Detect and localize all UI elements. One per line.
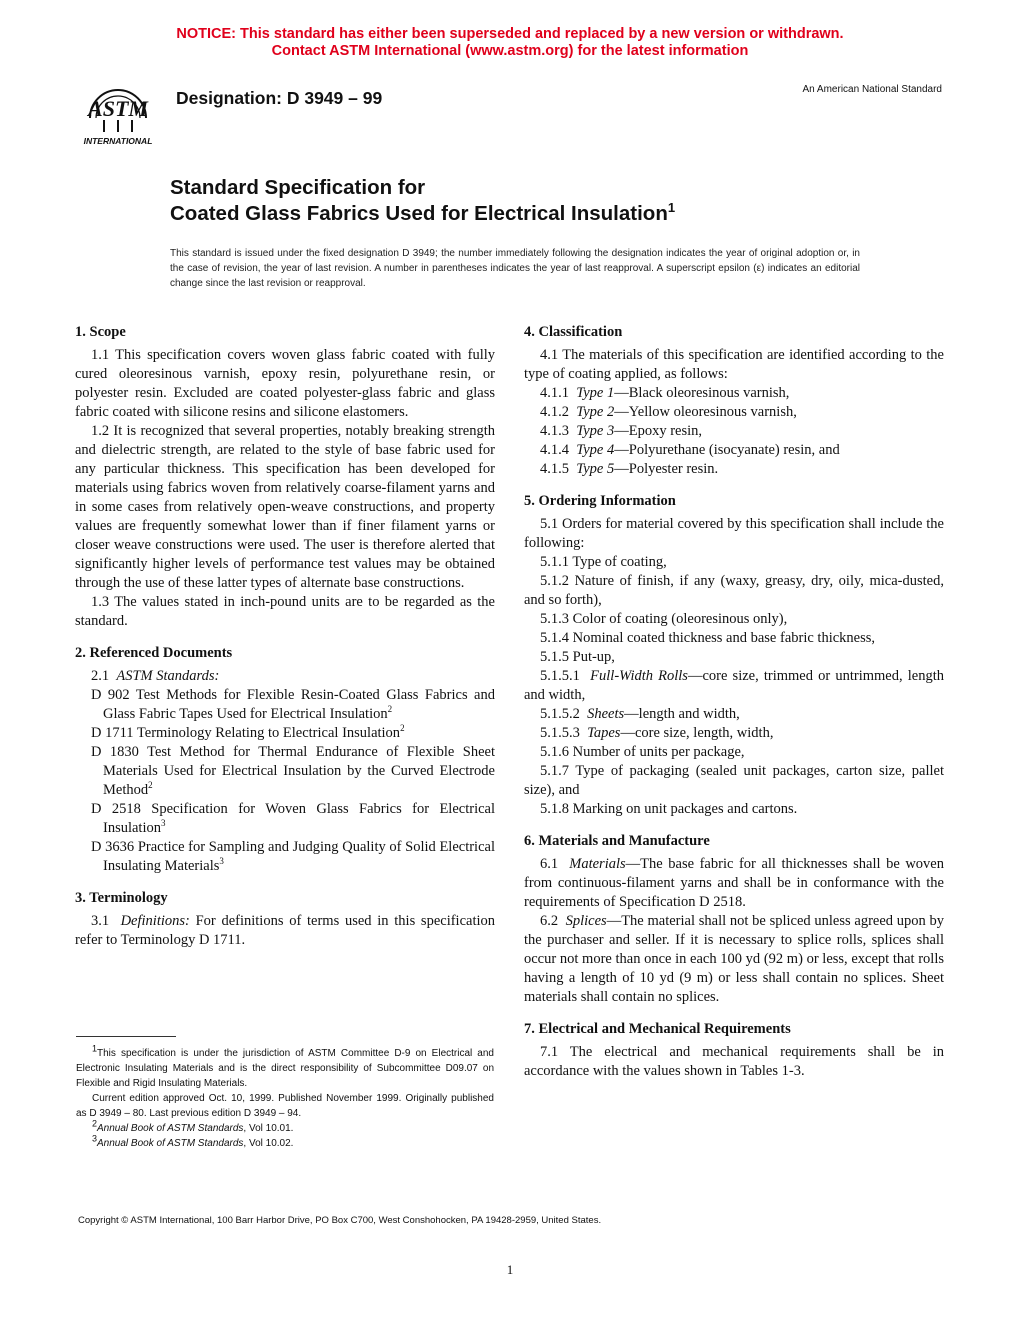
notice-line-2: Contact ASTM International (www.astm.org) for the latest information — [271, 43, 749, 59]
title-footnote-marker: 1 — [667, 200, 676, 216]
type-number: 4.1.3 — [540, 423, 569, 439]
type-item — [524, 422, 944, 441]
reference-footnote: 2 — [148, 780, 153, 791]
paragraph-number: 3.1 — [91, 913, 110, 929]
paragraph: 7.1 The electrical and mechanical requirements shall be in accordance with the values shown in Tables 1-3. — [524, 1044, 944, 1079]
right-column — [524, 322, 944, 1093]
type-text: —Epoxy resin, — [614, 423, 703, 439]
list-item: 5.1.7 Type of packaging (sealed unit packages, carton size, pallet size), and — [524, 763, 944, 798]
reference-text: D 3636 Practice for Sampling and Judging Quality of Solid Electrical Insulating Materials — [91, 839, 495, 874]
section-scope — [75, 322, 495, 631]
notice-banner — [0, 26, 1020, 60]
reference-text: D 1711 Terminology Relating to Electrical Insulation — [91, 725, 401, 741]
list-item: 5.1.6 Number of units per package, — [540, 744, 745, 760]
section-classification — [524, 322, 944, 479]
item-text: —core size, length, width, — [620, 725, 774, 741]
section-heading: 2. Referenced Documents — [75, 645, 233, 661]
logo-letters: ASTM — [88, 96, 148, 121]
reference-item — [75, 838, 495, 876]
section-terminology — [75, 888, 495, 950]
designation: Designation: D 3949 – 99 — [176, 88, 383, 108]
subsection-label — [75, 667, 495, 686]
section-heading: 1. Scope — [75, 324, 126, 340]
reference-text: D 902 Test Methods for Flexible Resin-Coated Glass Fabrics and Glass Fabric Tapes Used for Electrical Insulation — [91, 687, 495, 722]
left-column — [75, 322, 495, 962]
paragraph-number: 6.2 — [540, 913, 559, 929]
paragraph — [75, 912, 495, 950]
paragraph: 4.1 The materials of this specification are identified according to the type of coating applied, as follows: — [524, 347, 944, 382]
list-item — [524, 724, 944, 743]
page-number: 1 — [506, 1262, 514, 1277]
list-item: 5.1.8 Marking on unit packages and cartons. — [540, 801, 798, 817]
section-referenced-documents — [75, 643, 495, 876]
footnote — [76, 1118, 494, 1136]
type-number: 4.1.4 — [540, 442, 569, 458]
reference-text: D 1830 Test Method for Thermal Endurance of Flexible Sheet Materials Used for Electrical Insulation by the Curved Electrode Method — [91, 744, 495, 798]
paragraph — [524, 912, 944, 1007]
item-label: Full-Width Rolls — [590, 668, 688, 684]
section-heading: 5. Ordering Information — [524, 493, 676, 509]
type-item — [524, 384, 944, 403]
footnote: Current edition approved Oct. 10, 1999. Published November 1999. Originally published as D 3949 – 80. Last previous edition D 3949 – 94. — [76, 1093, 494, 1119]
logo-sub: INTERNATIONAL — [83, 136, 153, 146]
item-number: 5.1.5.2 — [540, 706, 580, 722]
paragraph: 5.1 Orders for material covered by this specification shall include the following: — [524, 516, 944, 551]
subsection-title: ASTM Standards: — [116, 668, 220, 684]
item-text: —core size, trimmed or untrimmed, length and width, — [524, 668, 944, 703]
type-number: 4.1.5 — [540, 461, 569, 477]
item-number: 5.1.5.1 — [540, 668, 580, 684]
section-heading: 6. Materials and Manufacture — [524, 833, 710, 849]
section-heading: 3. Terminology — [75, 890, 168, 906]
section-electrical-mechanical-requirements — [524, 1019, 944, 1081]
type-text: —Yellow oleoresinous varnish, — [614, 404, 797, 420]
subsection-number: 2.1 — [91, 668, 110, 684]
type-text: —Polyurethane (isocyanate) resin, and — [614, 442, 840, 458]
footnote-text: , Vol 10.01. — [243, 1123, 294, 1134]
section-materials-and-manufacture — [524, 831, 944, 1007]
title-line-2 — [170, 201, 675, 227]
footnote-marker: 1 — [92, 1043, 98, 1054]
paragraph-label: Definitions: — [120, 913, 190, 929]
footnote-text: This specification is under the jurisdiction of ASTM Committee D-9 on Electrical and Electronic Insulating Materials and is the direct responsibility of Subcommittee D09.07 on Flexible and Rigid Insulating Materials. — [76, 1048, 494, 1089]
type-number: 4.1.1 — [540, 385, 569, 401]
paragraph-text: —The base fabric for all thicknesses shall be woven from continuous-filament yarns and shall be in conformance with the requirements of Specification D 2518. — [524, 856, 944, 910]
footnotes — [76, 1043, 494, 1151]
american-national-standard: An American National Standard — [802, 84, 942, 95]
paragraph: 1.1 This specification covers woven glass fabric coated with fully cured oleoresinous varnish, epoxy resin, polyurethane resin, or polyester resin. Excluded are coated polyester-glass fabric and glass fabric coated with silicone resins and silicone elastomers. — [75, 347, 495, 420]
reference-item — [75, 743, 495, 800]
type-item — [524, 403, 944, 422]
section-ordering-information — [524, 491, 944, 819]
type-number: 4.1.2 — [540, 404, 569, 420]
paragraph: 1.3 The values stated in inch-pound units are to be regarded as the standard. — [75, 594, 495, 629]
footnote-marker: 3 — [92, 1133, 98, 1144]
footnote-divider — [76, 1036, 176, 1037]
paragraph — [524, 855, 944, 912]
paragraph: 1.2 It is recognized that several properties, notably breaking strength and dielectric strength, are related to the style of base fabric used for any particular thickness. This specification has been developed for materials using fabrics woven from relatively coarse-filament yarns and in some cases from relatively open-weave constructions, and property values are frequently somewhat lower than if finer filament yarns or closer weave constructions were used. The user is therefore alerted that significantly higher levels of performance test values may be obtained through the use of these latter types of alternate base constructions. — [75, 423, 495, 591]
type-label: Type 3 — [576, 423, 615, 439]
reference-footnote: 3 — [219, 856, 224, 867]
paragraph-text: For definitions of terms used in this specification refer to Terminology D 1711. — [75, 913, 496, 948]
footnote-label: Annual Book of ASTM Standards — [97, 1138, 244, 1149]
footnote — [76, 1133, 494, 1151]
item-text: —length and width, — [624, 706, 740, 722]
title-line-2-text: Coated Glass Fabrics Used for Electrical Insulation — [170, 202, 668, 225]
document-title — [170, 175, 675, 227]
type-label: Type 1 — [576, 385, 615, 401]
reference-footnote: 2 — [387, 704, 393, 715]
title-line-1: Standard Specification for — [170, 176, 426, 199]
list-item — [524, 705, 944, 724]
item-number: 5.1.5.3 — [540, 725, 580, 741]
section-heading: 4. Classification — [524, 324, 623, 340]
type-text: —Polyester resin. — [614, 461, 719, 477]
list-item: 5.1.1 Type of coating, — [540, 554, 667, 570]
footnote-text: , Vol 10.02. — [243, 1138, 294, 1149]
reference-footnote: 3 — [161, 818, 166, 829]
list-item: 5.1.5 Put-up, — [540, 649, 615, 665]
issuance-note: This standard is issued under the fixed designation D 3949; the number immediately following the designation indicates the year of original adoption or, in the case of revision, the year of last revision. A number in parentheses indicates the year of last reapproval. A superscript epsilon (ε) indicates an editorial change since the last revision or reapproval. — [170, 248, 860, 289]
paragraph-label: Splices — [565, 913, 607, 929]
paragraph-text: —The material shall not be spliced unless agreed upon by the purchaser and seller. If it is necessary to splice rolls, splices shall occur not more than once in each 100 yd (92 m) or less, except that rolls having a length of 10 yd (9 m) or less shall contain no splices. Sheet materials shall contain no splices. — [524, 913, 945, 1005]
astm-logo — [76, 76, 160, 148]
reference-item — [75, 724, 495, 743]
footnote-marker: 2 — [92, 1118, 98, 1129]
paragraph-label: Materials — [569, 856, 626, 872]
section-heading: 7. Electrical and Mechanical Requirements — [524, 1021, 791, 1037]
type-item — [524, 460, 944, 479]
notice-line-1: NOTICE: This standard has either been superseded and replaced by a new version or withdrawn. — [176, 26, 844, 42]
footnote — [76, 1043, 494, 1091]
list-item: 5.1.3 Color of coating (oleoresinous only), — [540, 611, 788, 627]
type-label: Type 5 — [576, 461, 615, 477]
copyright: Copyright © ASTM International, 100 Barr Harbor Drive, PO Box C700, West Conshohocken, PA 19428-2959, United States. — [78, 1215, 602, 1226]
type-label: Type 2 — [576, 404, 615, 420]
list-item: 5.1.4 Nominal coated thickness and base fabric thickness, — [540, 630, 876, 646]
reference-item — [75, 686, 495, 724]
type-item — [524, 441, 944, 460]
footnote-label: Annual Book of ASTM Standards — [97, 1123, 244, 1134]
reference-text: D 2518 Specification for Woven Glass Fabrics for Electrical Insulation — [91, 801, 495, 836]
list-item — [524, 667, 944, 705]
type-label: Type 4 — [576, 442, 615, 458]
type-text: —Black oleoresinous varnish, — [614, 385, 790, 401]
item-label: Sheets — [587, 706, 625, 722]
reference-footnote: 2 — [400, 723, 405, 734]
reference-item — [75, 800, 495, 838]
list-item: 5.1.2 Nature of finish, if any (waxy, greasy, dry, oily, mica-dusted, and so forth), — [524, 573, 944, 608]
paragraph-number: 6.1 — [540, 856, 559, 872]
item-label: Tapes — [587, 725, 621, 741]
